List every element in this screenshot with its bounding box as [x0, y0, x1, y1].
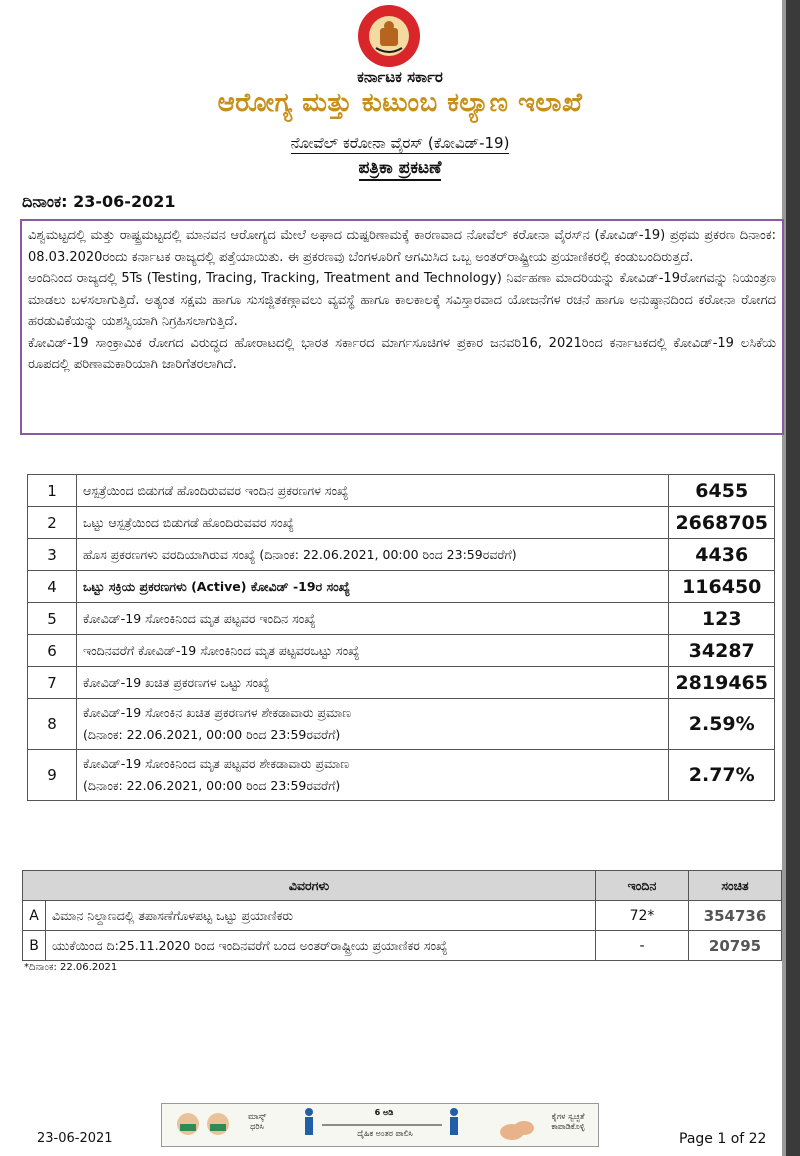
bulletin-date: ದಿನಾಂಕ: 23-06-2021	[22, 192, 176, 211]
page-number: Page 1 of 22	[679, 1131, 767, 1147]
stat-label: ಕೋವಿಡ್-19 ಖಚಿತ ಪ್ರಕರಣಗಳ ಒಟ್ಟು ಸಂಖ್ಯೆ	[77, 667, 669, 699]
table-row: 6 ಇಂದಿನವರೆಗೆ ಕೋವಿಡ್-19 ಸೋಂಕಿನಿಂದ ಮೃತ ಪಟ್ಟವರಒಟ್ಟು ಸಂಖ್ಯೆ 34287	[28, 635, 775, 667]
bulletin-subtitle: ನೋವೆಲ್ ಕರೋನಾ ವೈರಸ್ (ಕೋವಿಡ್-19)	[290, 134, 510, 152]
intro-paragraph: ಅಂದಿನಿಂದ ರಾಜ್ಯದಲ್ಲಿ 5Ts (Testing, Tracing, Tracking, Treatment and Technology) ನಿರ್ವಹಣಾ ಮಾದರಿಯನ್ನು ಕೋವಿಡ್-19ರೋಗವನ್ನು ನಿಯಂತ್ರಣ ಮಾಡಲು ಬಳಸಲಾಗುತ್ತಿದೆ. ಅತ್ಯಂತ ಸಕ್ಷಮ ಹಾಗೂ ಸುಸಜ್ಜಿತಕಣ್ಗಾವಲು ವ್ಯವಸ್ಥೆ ಹಾಗೂ ಕಾಲಕಾಲಕ್ಕೆ ಸವಿಸ್ತಾರವಾದ ಯೋಜನೆಗಳ ರಚನೆ ಹಾಗೂ ಅನುಷ್ಠಾನದಿಂದ ಕರೋನಾ ರೋಗದ ಹರಡುವಿಕೆಯನ್ನು ಯಶಸ್ವಿಯಾಗಿ ನಿಗ್ರಹಿಸಲಾಗುತ್ತಿದೆ.	[28, 271, 776, 329]
government-name: ಕರ್ನಾಟಕ ಸರ್ಕಾರ	[357, 68, 443, 86]
stat-value: 116450	[669, 571, 775, 603]
table-row: 3 ಹೊಸ ಪ್ರಕರಣಗಳು ವರದಿಯಾಗಿರುವ ಸಂಖ್ಯೆ (ದಿನಾಂಕ: 22.06.2021, 00:00 ರಿಂದ 23:59ರವರೆಗೆ) 4436	[28, 539, 775, 571]
banner-hands-text: ಕೈಗಳ ಸ್ವಚ್ಛತೆ ಕಾಪಾಡಿಕೊಳ್ಳಿ	[551, 1112, 585, 1131]
table-header-row	[23, 871, 782, 901]
footer-date: 23-06-2021	[37, 1131, 113, 1146]
safety-banner	[161, 1103, 599, 1147]
department-title: ಆರೋಗ್ಯ ಮತ್ತು ಕುಟುಂಬ ಕಲ್ಯಾಣ ಇಲಾಖೆ	[217, 88, 583, 118]
stat-value: 6455	[669, 475, 775, 507]
karnataka-emblem-icon	[346, 4, 432, 70]
stat-label: ಹೊಸ ಪ್ರಕರಣಗಳು ವರದಿಯಾಗಿರುವ ಸಂಖ್ಯೆ (ದಿನಾಂಕ: 22.06.2021, 00:00 ರಿಂದ 23:59ರವರೆಗೆ)	[77, 539, 669, 571]
table-row: A ವಿಮಾನ ನಿಲ್ದಾಣದಲ್ಲಿ ತಪಾಸಣೆಗೊಳಪಟ್ಟ ಒಟ್ಟು ಪ್ರಯಾಣಿಕರು 72* 354736	[23, 901, 782, 931]
table-row: B ಯುಕೆಯಿಂದ ದಿ:25.11.2020 ರಿಂದ ಇಂದಿನವರೆಗೆ ಬಂದ ಅಂತರ್‌ರಾಷ್ಟ್ರೀಯ ಪ್ರಯಾಣಿಕರ ಸಂಖ್ಯೆ - 20795	[23, 931, 782, 961]
stat-label: ಒಟ್ಟು ಸಕ್ರಿಯ ಪ್ರಕರಣಗಳು (Active) ಕೋವಿಡ್ -19ರ ಸಂಖ್ಯೆ	[77, 571, 669, 603]
column-header-cumulative: ಸಂಚಿತ	[689, 871, 782, 901]
banner-mask-text: ಮಾಸ್ಕ್ ಧರಿಸಿ	[247, 1112, 267, 1131]
covid-stats-table	[27, 474, 775, 801]
banner-distance-value: 6 ಅಡಿ	[374, 1108, 394, 1117]
banner-distance-text: ದೈಹಿಕ ಅಂತರ ಪಾಲಿಸಿ	[357, 1129, 413, 1138]
stat-value: 2.59%	[669, 699, 775, 750]
stat-label: ಆಸ್ಪತ್ರೆಯಿಂದ ಬಿಡುಗಡೆ ಹೊಂದಿರುವವರ ಇಂದಿನ ಪ್ರಕರಣಗಳ ಸಂಖ್ಯೆ	[77, 475, 669, 507]
stat-value: 2668705	[669, 507, 775, 539]
travellers-table	[22, 870, 782, 961]
stat-value: 2819465	[669, 667, 775, 699]
table-row: 5 ಕೋವಿಡ್-19 ಸೋಂಕಿನಿಂದ ಮೃತ ಪಟ್ಟವರ ಇಂದಿನ ಸಂಖ್ಯೆ 123	[28, 603, 775, 635]
column-header-today: ಇಂದಿನ	[596, 871, 689, 901]
table-row: 8 ಕೋವಿಡ್-19 ಸೋಂಕಿನ ಖಚಿತ ಪ್ರಕರಣಗಳ ಶೇಕಡಾವಾರು ಪ್ರಮಾಣ (ದಿನಾಂಕ: 22.06.2021, 00:00 ರಿಂದ 23:59ರವರೆಗೆ) 2.59%	[28, 699, 775, 750]
column-header-details: ವಿವರಗಳು	[23, 871, 596, 901]
stat-value: 2.77%	[669, 750, 775, 801]
footnote: *ದಿನಾಂಕ: 22.06.2021	[24, 962, 118, 973]
table-row: 2 ಒಟ್ಟು ಆಸ್ಪತ್ರೆಯಿಂದ ಬಿಡುಗಡೆ ಹೊಂದಿರುವವರ ಸಂಖ್ಯೆ 2668705	[28, 507, 775, 539]
stat-value: 34287	[669, 635, 775, 667]
stat-label: ಒಟ್ಟು ಆಸ್ಪತ್ರೆಯಿಂದ ಬಿಡುಗಡೆ ಹೊಂದಿರುವವರ ಸಂಖ್ಯೆ	[77, 507, 669, 539]
table-row: 4 ಒಟ್ಟು ಸಕ್ರಿಯ ಪ್ರಕರಣಗಳು (Active) ಕೋವಿಡ್ -19ರ ಸಂಖ್ಯೆ 116450	[28, 571, 775, 603]
intro-box	[20, 219, 784, 435]
table-row: 9 ಕೋವಿಡ್-19 ಸೋಂಕಿನಿಂದ ಮೃತ ಪಟ್ಟವರ ಶೇಕಡಾವಾರು ಪ್ರಮಾಣ (ದಿನಾಂಕ: 22.06.2021, 00:00 ರಿಂದ 23:59ರವರೆಗೆ) 2.77%	[28, 750, 775, 801]
stat-label: ಕೋವಿಡ್-19 ಸೋಂಕಿನಿಂದ ಮೃತ ಪಟ್ಟವರ ಇಂದಿನ ಸಂಖ್ಯೆ	[77, 603, 669, 635]
stat-label: ಕೋವಿಡ್-19 ಸೋಂಕಿನಿಂದ ಮೃತ ಪಟ್ಟವರ ಶೇಕಡಾವಾರು ಪ್ರಮಾಣ (ದಿನಾಂಕ: 22.06.2021, 00:00 ರಿಂದ 23:59ರವರೆಗೆ)	[77, 750, 669, 801]
stat-label: ಕೋವಿಡ್-19 ಸೋಂಕಿನ ಖಚಿತ ಪ್ರಕರಣಗಳ ಶೇಕಡಾವಾರು ಪ್ರಮಾಣ (ದಿನಾಂಕ: 22.06.2021, 00:00 ರಿಂದ 23:59ರವರೆಗೆ)	[77, 699, 669, 750]
intro-paragraph: ವಿಶ್ವಮಟ್ಟದಲ್ಲಿ ಮತ್ತು ರಾಷ್ಟ್ರಮಟ್ಟದಲ್ಲಿ ಮಾನವನ ಆರೋಗ್ಯದ ಮೇಲೆ ಅಘಾದ ದುಷ್ಪರಿಣಾಮಕ್ಕೆ ಕಾರಣವಾದ ನೋವೆಲ್ ಕರೋನಾ ವೈರಸ್‌ನ (ಕೋವಿಡ್-19) ಪ್ರಥಮ ಪ್ರಕರಣ ದಿನಾಂಕ: 08.03.2020ರಂದು ಕರ್ನಾಟಕ ರಾಜ್ಯದಲ್ಲಿ ಪತ್ತೆಯಾಯಿತು. ಈ ಪ್ರಕರಣವು ಬೆಂಗಳೂರಿಗೆ ಆಗಮಿಸಿದ ಒಬ್ಬ ಅಂತರ್‌ರಾಷ್ಟ್ರೀಯ ಪ್ರಯಾಣಿಕರಲ್ಲಿ ಕಂಡುಬಂದಿರುತ್ತದೆ.	[28, 228, 776, 265]
table-row: 1 ಆಸ್ಪತ್ರೆಯಿಂದ ಬಿಡುಗಡೆ ಹೊಂದಿರುವವರ ಇಂದಿನ ಪ್ರಕರಣಗಳ ಸಂಖ್ಯೆ 6455	[28, 475, 775, 507]
stat-value: 123	[669, 603, 775, 635]
intro-paragraph: ಕೋವಿಡ್-19 ಸಾಂಕ್ರಾಮಿಕ ರೋಗದ ವಿರುದ್ಧದ ಹೋರಾಟದಲ್ಲಿ ಭಾರತ ಸರ್ಕಾರದ ಮಾರ್ಗಸೂಚಿಗಳ ಪ್ರಕಾರ ಜನವರಿ16, 2021ರಿಂದ ಕರ್ನಾಟಕದಲ್ಲಿ ಕೋವಿಡ್-19 ಲಸಿಕೆಯ ರೂಪದಲ್ಲಿ ಪರಿಣಾಮಕಾರಿಯಾಗಿ ಜಾರಿಗೆತರಲಾಗಿದೆ.	[28, 335, 776, 372]
table-row: 7 ಕೋವಿಡ್-19 ಖಚಿತ ಪ್ರಕರಣಗಳ ಒಟ್ಟು ಸಂಖ್ಯೆ 2819465	[28, 667, 775, 699]
stat-value: 4436	[669, 539, 775, 571]
stat-label: ಇಂದಿನವರೆಗೆ ಕೋವಿಡ್-19 ಸೋಂಕಿನಿಂದ ಮೃತ ಪಟ್ಟವರಒಟ್ಟು ಸಂಖ್ಯೆ	[77, 635, 669, 667]
press-release-heading: ಪತ್ರಿಕಾ ಪ್ರಕಟಣೆ	[0, 158, 800, 178]
